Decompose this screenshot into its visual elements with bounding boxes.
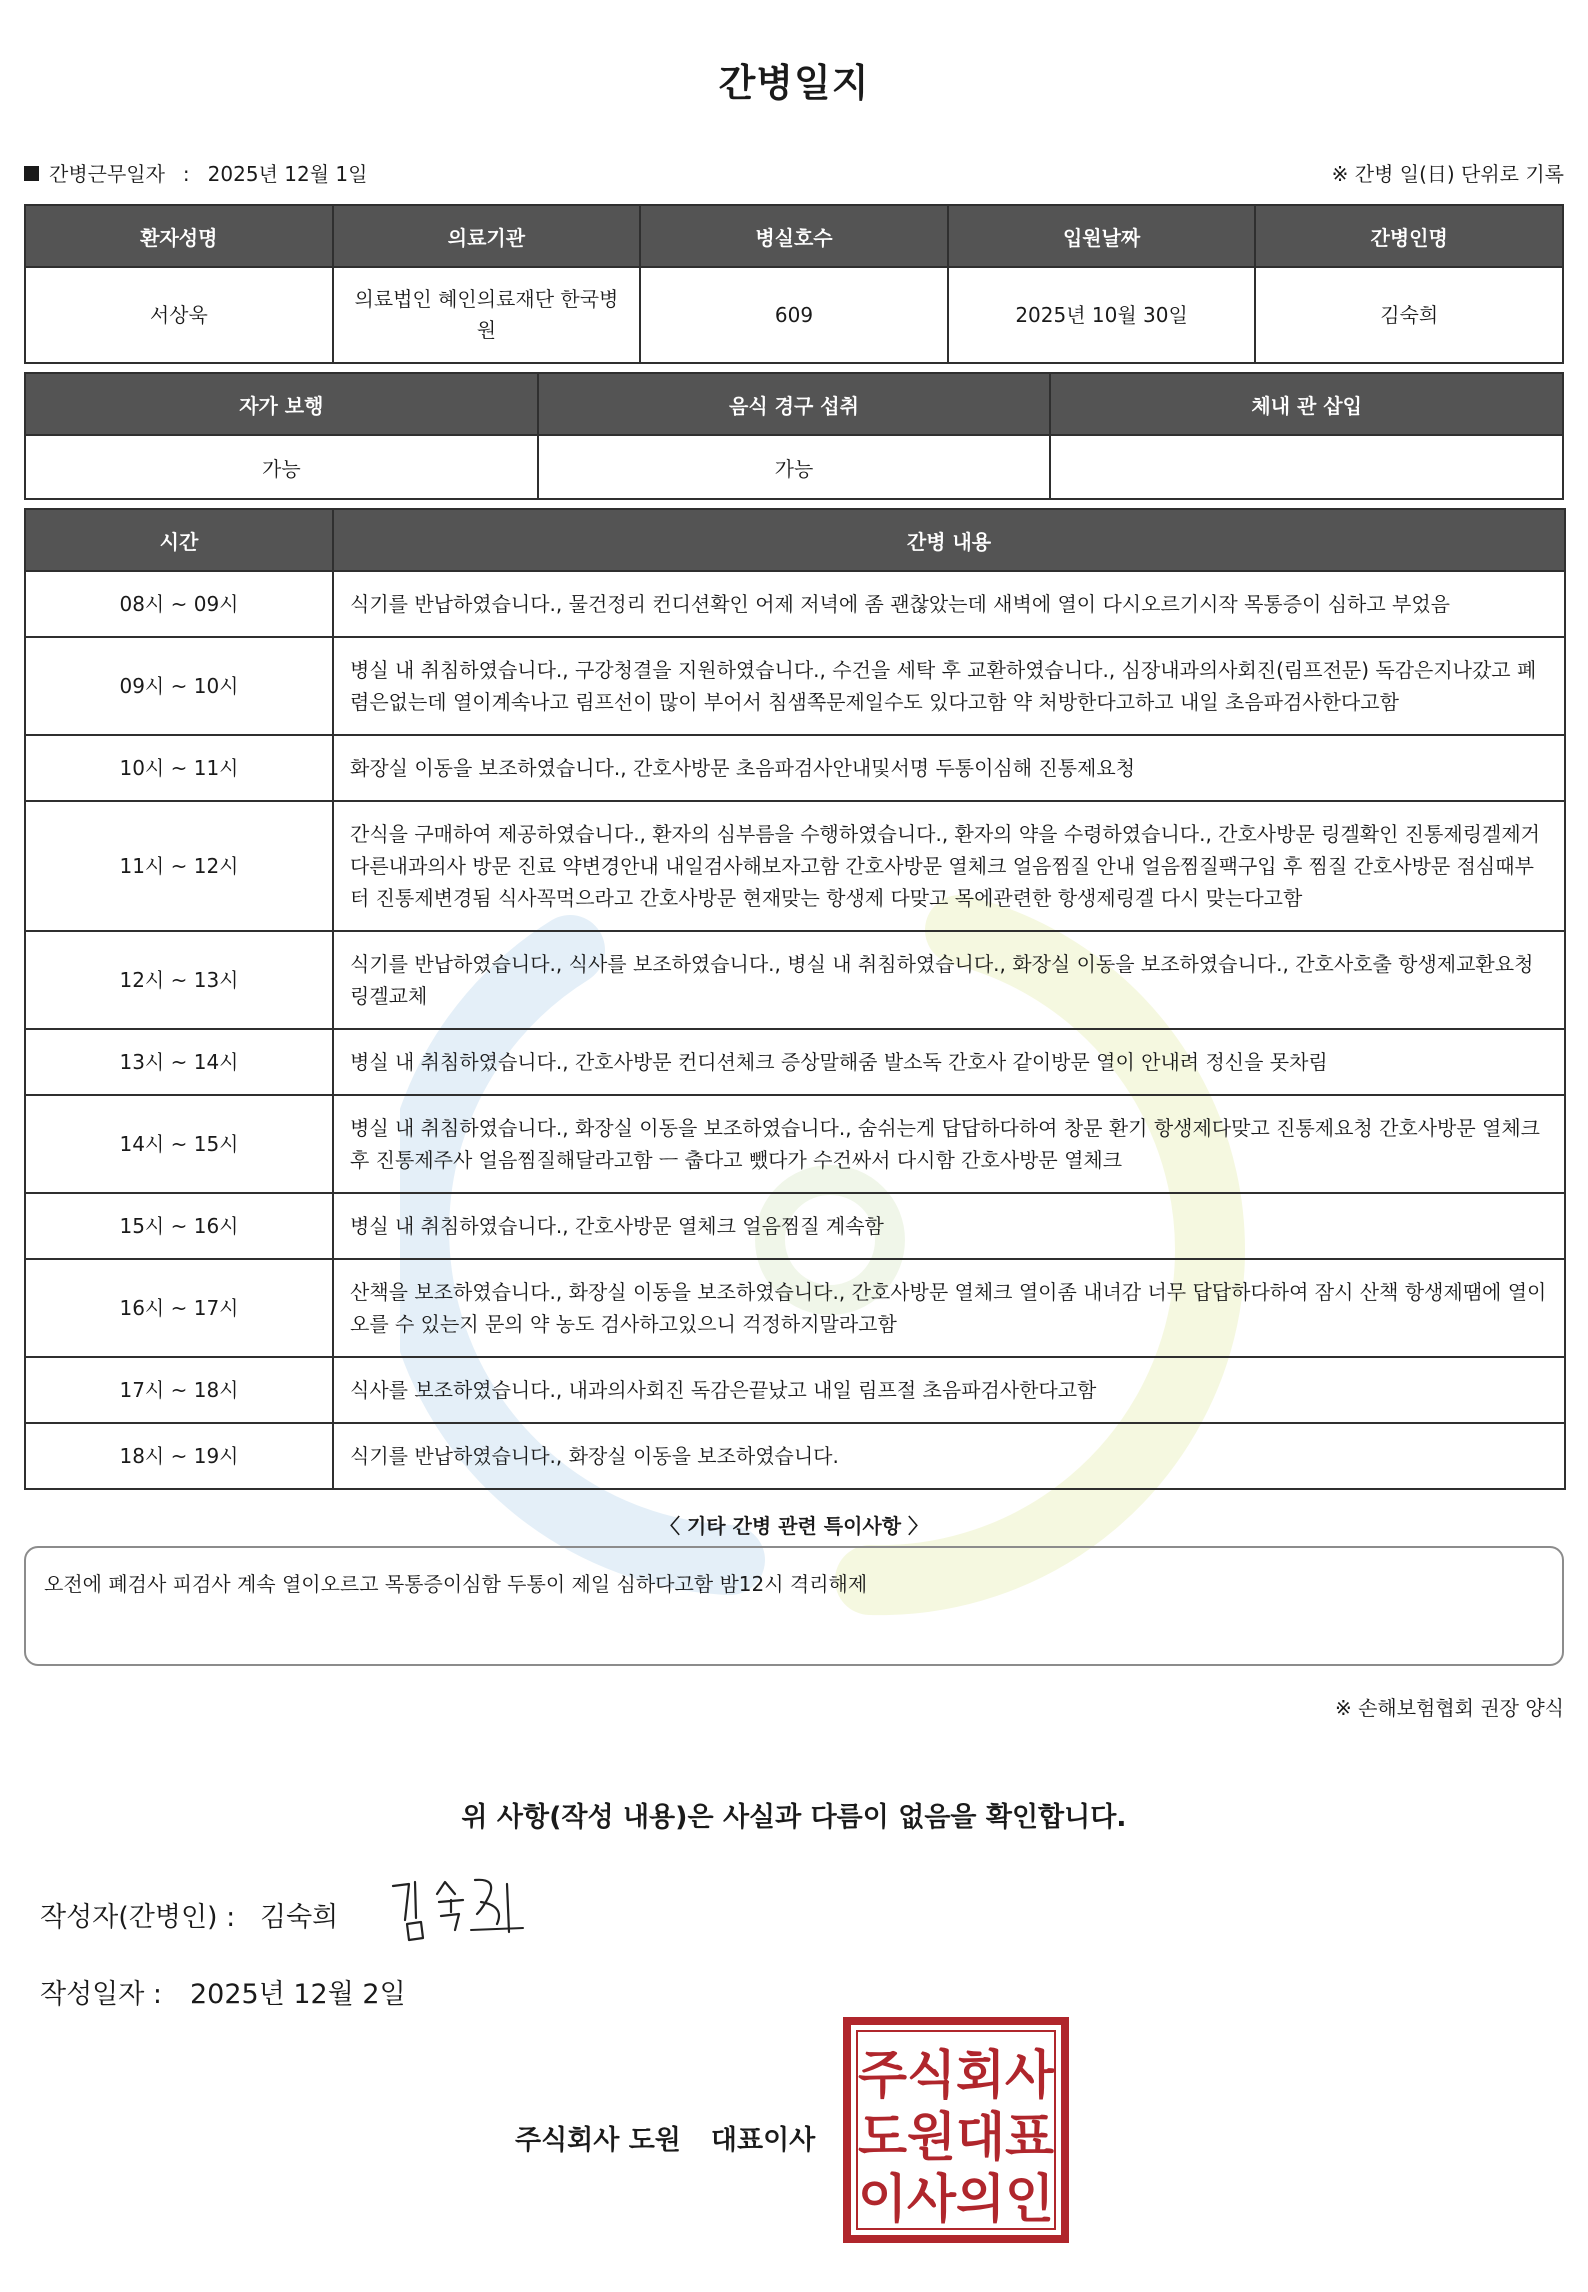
write-date-value: 2025년 12월 2일 — [190, 1979, 406, 2010]
seal-line-2: 도원대표 — [858, 2108, 1054, 2168]
company-name: 주식회사 도원 — [515, 2125, 681, 2156]
page-title: 간병일지 — [718, 61, 870, 105]
log-time: 18시 ~ 19시 — [25, 1423, 333, 1489]
work-date-sep: : — [182, 162, 190, 186]
log-row — [25, 801, 1565, 931]
notes-title: 〈 기타 간병 관련 특이사항 〉 — [659, 1514, 928, 1538]
log-row — [25, 637, 1565, 735]
write-date-label: 작성일자 : — [40, 1979, 163, 2010]
log-content: 병실 내 취침하였습니다., 간호사방문 컨디션체크 증상말해줌 발소독 간호사 같이방문 열이 안내려 정신을 못차림 — [333, 1029, 1565, 1095]
log-time: 10시 ~ 11시 — [25, 735, 333, 801]
notes-box: 오전에 폐검사 피검사 계속 열이오르고 목통증이심함 두통이 제일 심하다고함 밤12시 격리해제 — [24, 1546, 1564, 1666]
header-time: 시간 — [25, 509, 333, 571]
log-row — [25, 735, 1565, 801]
write-date-line — [40, 1972, 406, 2011]
ability-value-row — [25, 435, 1563, 499]
log-time: 17시 ~ 18시 — [25, 1357, 333, 1423]
header-oral-intake: 음식 경구 섭취 — [538, 373, 1051, 435]
writer-line — [40, 1895, 338, 1934]
log-row — [25, 1095, 1565, 1193]
log-content: 병실 내 취침하였습니다., 구강청결을 지원하였습니다., 수건을 세탁 후 교환하였습니다., 심장내과의사회진(림프전문) 독감은지나갔고 폐렴은없는데 열이계속나고 림프선이 많이 부어서 침샘쪽문제일수도 있다고함 약 처방한다고하고 내일 초음파검사한다고함 — [333, 637, 1565, 735]
header-care-content: 간병 내용 — [333, 509, 1565, 571]
log-header-row — [25, 509, 1565, 571]
confirmation-statement: 위 사항(작성 내용)은 사실과 다름이 없음을 확인합니다. — [461, 1802, 1127, 1833]
patient-name: 서상욱 — [25, 267, 333, 363]
header-caregiver: 간병인명 — [1255, 205, 1563, 267]
log-row — [25, 571, 1565, 637]
seal-line-1: 주식회사 — [858, 2046, 1055, 2106]
square-bullet-icon — [24, 166, 39, 181]
log-time: 12시 ~ 13시 — [25, 931, 333, 1029]
log-time: 15시 ~ 16시 — [25, 1193, 333, 1259]
log-row — [25, 1357, 1565, 1423]
header-room: 병실호수 — [640, 205, 948, 267]
log-time: 08시 ~ 09시 — [25, 571, 333, 637]
log-time: 16시 ~ 17시 — [25, 1259, 333, 1357]
log-content: 간식을 구매하여 제공하였습니다., 환자의 심부름을 수행하였습니다., 환자의 약을 수령하였습니다., 간호사방문 링겔확인 진통제링겔제거 다른내과의사 방문 진료 약변경안내 내일검사해보자고함 간호사방문 열체크 얼음찜질 안내 얼음찜질팩구입 후 찜질 간호사방문 점심때부터 진통제변경됨 식사꼭먹으라고 간호사방문 현재맞는 항생제 다맞고 목에관련한 항생제링겔 다시 맞는다고함 — [333, 801, 1565, 931]
header-hospital: 의료기관 — [333, 205, 641, 267]
table-gap — [24, 500, 1564, 508]
caregiver-name: 김숙희 — [1255, 267, 1563, 363]
room-number: 609 — [640, 267, 948, 363]
hospital-name: 의료법인 혜인의료재단 한국병원 — [333, 267, 641, 363]
log-row — [25, 931, 1565, 1029]
log-content: 식기를 반납하였습니다., 화장실 이동을 보조하였습니다. — [333, 1423, 1565, 1489]
writer-name: 김숙희 — [260, 1902, 339, 1933]
header-tube-insertion: 체내 관 삽입 — [1050, 373, 1563, 435]
self-walking-value: 가능 — [25, 435, 538, 499]
patient-info-table — [24, 204, 1564, 364]
log-content: 식기를 반납하였습니다., 물건정리 컨디션확인 어제 저녁에 좀 괜찮았는데 새벽에 열이 다시오르기시작 목통증이 심하고 부었음 — [333, 571, 1565, 637]
log-time: 13시 ~ 14시 — [25, 1029, 333, 1095]
care-log-table — [24, 508, 1566, 1490]
header-admission-date: 입원날짜 — [948, 205, 1256, 267]
company-line — [515, 2118, 815, 2157]
handwritten-signature — [385, 1872, 535, 1947]
log-row — [25, 1259, 1565, 1357]
log-row — [25, 1423, 1565, 1489]
ability-header-row — [25, 373, 1563, 435]
work-date-value: 2025년 12월 1일 — [207, 162, 368, 186]
log-content: 병실 내 취침하였습니다., 화장실 이동을 보조하였습니다., 숨쉬는게 답답하다하여 창문 환기 항생제다맞고 진통제요청 간호사방문 열체크후 진통제주사 얼음찜질해달라고함 ㅡ 춥다고 뺐다가 수건싸서 다시함 간호사방문 열체크 — [333, 1095, 1565, 1193]
company-title: 대표이사 — [710, 2125, 816, 2156]
log-time: 14시 ~ 15시 — [25, 1095, 333, 1193]
meta-row — [24, 158, 1564, 188]
work-date-label: 간병근무일자 — [49, 162, 165, 186]
log-content: 식사를 보조하였습니다., 내과의사회진 독감은끝났고 내일 림프절 초음파검사한다고함 — [333, 1357, 1565, 1423]
log-time: 09시 ~ 10시 — [25, 637, 333, 735]
form-note: ※ 손해보험협회 권장 양식 — [1334, 1696, 1564, 1720]
oral-intake-value: 가능 — [538, 435, 1051, 499]
tube-insertion-value — [1050, 435, 1563, 499]
log-row — [25, 1029, 1565, 1095]
seal-line-3: 이사의인 — [858, 2170, 1054, 2230]
header-self-walking: 자가 보행 — [25, 373, 538, 435]
log-row — [25, 1193, 1565, 1259]
log-content: 식기를 반납하였습니다., 식사를 보조하였습니다., 병실 내 취침하였습니다., 화장실 이동을 보조하였습니다., 간호사호출 항생제교환요청 링겔교체 — [333, 931, 1565, 1029]
table-gap — [24, 364, 1564, 372]
patient-header-row — [25, 205, 1563, 267]
patient-ability-table — [24, 372, 1564, 500]
patient-value-row — [25, 267, 1563, 363]
header-patient-name: 환자성명 — [25, 205, 333, 267]
record-note: ※ 간병 일(日) 단위로 기록 — [1331, 162, 1564, 186]
admission-date: 2025년 10월 30일 — [948, 267, 1256, 363]
work-date — [24, 158, 367, 187]
writer-label: 작성자(간병인) : — [40, 1902, 236, 1933]
log-content: 병실 내 취침하였습니다., 간호사방문 열체크 얼음찜질 계속함 — [333, 1193, 1565, 1259]
log-time: 11시 ~ 12시 — [25, 801, 333, 931]
log-content: 산책을 보조하였습니다., 화장실 이동을 보조하였습니다., 간호사방문 열체크 열이좀 내녀감 너무 답답하다하여 잠시 산책 항생제땜에 열이 오를 수 있는지 문의 약 농도 검사하고있으니 걱정하지말라고함 — [333, 1259, 1565, 1357]
company-seal — [843, 2017, 1069, 2243]
log-content: 화장실 이동을 보조하였습니다., 간호사방문 초음파검사안내및서명 두통이심해 진통제요청 — [333, 735, 1565, 801]
